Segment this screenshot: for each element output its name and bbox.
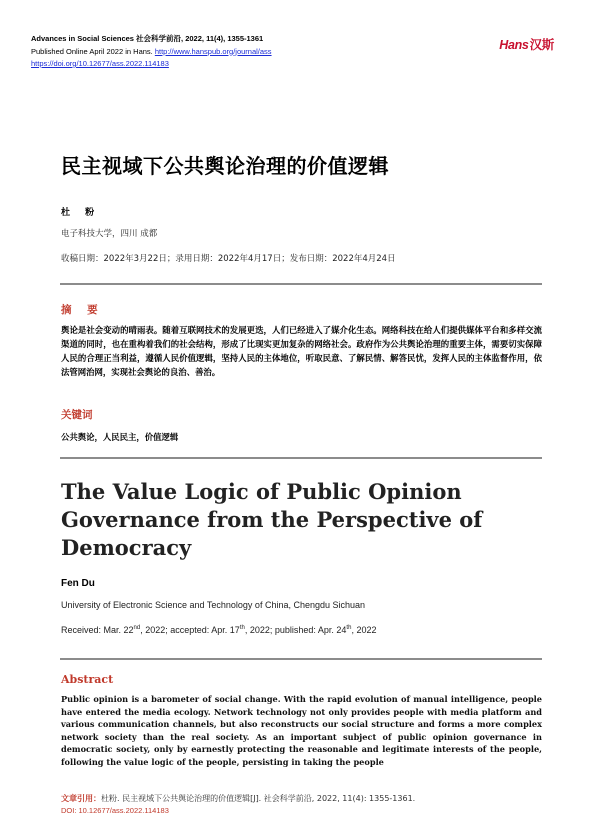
chinese-abstract-heading: 摘 要 <box>61 304 104 316</box>
english-title: The Value Logic of Public Opinion Governance from the Perspective of Democracy <box>61 479 483 560</box>
chinese-keywords-heading: 关键词 <box>61 409 93 421</box>
citation <box>61 793 415 804</box>
journal-url-link[interactable]: http://www.hanspub.org/journal/ass <box>154 46 272 56</box>
divider <box>60 283 542 285</box>
english-dates: Received: Mar. 22nd, 2022; accepted: Apr. 17th, 2022; published: Apr. 24th, 2022 <box>61 625 377 635</box>
chinese-title: 民主视域下公共舆论治理的价值逻辑 <box>61 154 389 178</box>
citation-doi: DOI: 10.12677/ass.2022.114183 <box>61 806 169 815</box>
divider <box>60 457 542 459</box>
chinese-dates: 收稿日期：2022年3月22日；录用日期：2022年4月17日；发布日期：2022年4月24日 <box>61 254 396 264</box>
english-author: Fen Du <box>61 578 95 589</box>
journal-header <box>31 33 272 71</box>
chinese-abstract: 舆论是社会变动的晴雨表。随着互联网技术的发展更迭，人们已经进入了媒介化生态。网络科技在给人们提供媒体平台和多样交流渠道的同时，也在重构着我们的社会结构，形成了比现实更加复杂的网络社会。政府作为公共舆论治理的重要主体，需要切实保障人民的合理正当利益，遵循人民价值逻辑，坚持人民的主体地位，听取民意、了解民情、解答民忧，发挥人民的主体监督作用，依法管网治网，实现社会舆论的良治、善治。 <box>61 325 542 377</box>
citation-label: 文章引用： <box>61 794 101 803</box>
doi-link[interactable]: https://doi.org/10.12677/ass.2022.114183 <box>31 59 169 68</box>
hans-logo: Hans汉斯 <box>499 38 554 52</box>
published-line: Published Online April 2022 in Hans. http://www.hanspub.org/journal/ass <box>31 46 272 56</box>
chinese-author: 杜 粉 <box>61 208 101 218</box>
chinese-affiliation: 电子科技大学，四川 成都 <box>61 229 158 239</box>
english-affiliation: University of Electronic Science and Technology of China, Chengdu Sichuan <box>61 600 366 610</box>
english-abstract: Public opinion is a barometer of social change. With the rapid evolution of manual intelligence, people have entered the media ecology. Network technology not only provides people with media platform and various communication channels, but also reconstructs our social structure and forms a more complex network society than the real society. As an important subject of public opinion governance in democratic society, only by earnestly protecting the reasonable and legitimate interests of the people, following the value logic of the people, persisting in taking the people <box>61 694 542 767</box>
journal-line: Advances in Social Sciences 社会科学前沿, 2022, 11(4), 1355-1361 <box>31 34 264 43</box>
divider <box>60 658 542 660</box>
chinese-keywords: 公共舆论，人民民主，价值逻辑 <box>61 432 179 442</box>
english-abstract-heading: Abstract <box>61 673 114 686</box>
citation-text: 杜粉. 民主视域下公共舆论治理的价值逻辑[J]. 社会科学前沿, 2022, 11(4): 1355-1361. <box>101 794 416 803</box>
